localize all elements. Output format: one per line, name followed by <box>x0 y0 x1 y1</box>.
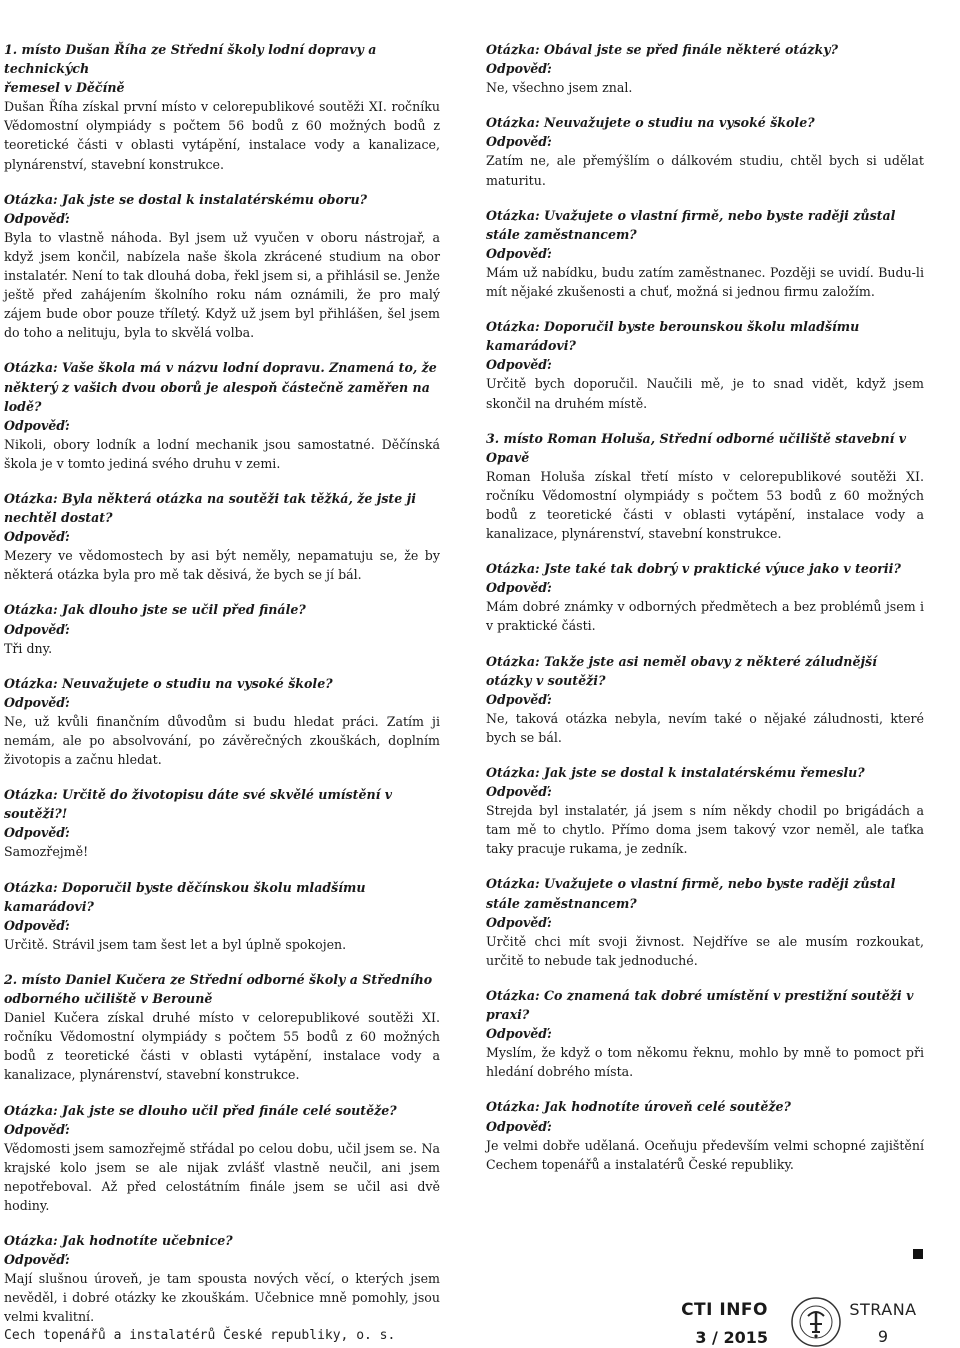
qa-block <box>486 206 924 301</box>
publisher-name: Cech topenářů a instalatérů České republiky, o. s. <box>4 1328 396 1343</box>
answer-label: Odpověď: <box>486 784 552 800</box>
page-number: 9 <box>877 1327 889 1346</box>
answer-text: Ne, všechno jsem znal. <box>486 80 633 96</box>
answer-label: Odpověď: <box>486 914 552 930</box>
question: Otázka: Jste také tak dobrý v praktické výuce jako v teorii? <box>486 561 901 577</box>
answer-label: Odpověď: <box>4 417 70 433</box>
question: Otázka: Byla některá otázka na soutěži tak těžká, že jste ji nechtěl dostat? <box>4 490 416 526</box>
heading-line: řemesel v Děčíně <box>4 80 125 96</box>
answer-text: Byla to vlastně náhoda. Byl jsem už vyučen v oboru nástrojař, a když jsem končil, nabízela naše škola zkrácené studium na obor instalatér. Není to tak dlouhá doba, řekl jsem si, a přihlásil se. Jenže ještě před zahájením školního roku nám oznámili, že pro malý zájem bude obor pouze tříletý. Když už jsem byl přihlášen, šel jsem do toho a nelituju, byla to skvělá volba. <box>4 229 440 341</box>
qa-block <box>4 358 440 473</box>
answer-label: Odpověď: <box>486 691 552 707</box>
heading-line: odborného učiliště v Berouně <box>4 991 213 1007</box>
question: Otázka: Obával jste se před finále některé otázky? <box>486 42 838 57</box>
qa-block <box>486 113 924 189</box>
question: Otázka: Jak hodnotíte učebnice? <box>4 1233 233 1249</box>
section-heading <box>4 40 440 97</box>
answer-text: Mám už nabídku, budu zatím zaměstnanec. Později se uvidí. Budu-li mít nějaké zkušenosti a chuť, možná si jednou firmu založím. <box>486 264 924 300</box>
qa-block <box>4 674 440 769</box>
qa-block <box>486 1097 924 1173</box>
answer-label: Odpověď: <box>4 529 70 545</box>
right-column <box>486 40 924 1190</box>
answer-text: Určitě bych doporučil. Naučili mě, je to snad vidět, když jsem skončil na druhém místě. <box>486 376 924 411</box>
answer-label: Odpověď: <box>486 357 552 373</box>
intro-paragraph <box>4 97 440 173</box>
answer-text: Zatím ne, ale přemýšlím o dálkovém studiu, chtěl bych si udělat maturitu. <box>486 153 924 188</box>
paragraph-text: Roman Holuša získal třetí místo v celorepublikové soutěži XI. ročníku Vědomostní olympiády s počtem 53 bodů z 60 možných bodů z teoretické části v oblasti vytápění, instalace vody a kanalizace, plynárenství, stavební konstrukce. <box>486 468 924 542</box>
question: Otázka: Uvažujete o vlastní firmě, nebo byste raději zůstal stále zaměstnancem? <box>486 876 896 911</box>
question: Otázka: Doporučil byste berounskou školu mladšímu kamarádovi? <box>486 319 860 354</box>
answer-text: Ne, taková otázka nebyla, nevím také o nějaké záludnosti, které bych se bál. <box>486 710 924 745</box>
answer-text: Mezery ve vědomostech by asi být neměly, nepamatuju se, že by některá otázka byla pro mě tak děsivá, že bych se jí bál. <box>4 548 440 583</box>
answer-text: Ne, už kvůli finančním důvodům si budu hledat práci. Zatím ji nemám, ale po absolvování, po závěrečných zkouškách, doplním životopis a začnu hledat. <box>4 713 440 768</box>
qa-block <box>486 559 924 635</box>
intro-paragraph <box>486 467 924 543</box>
answer-text: Samozřejmě! <box>4 844 89 860</box>
answer-label: Odpověď: <box>4 694 70 710</box>
question: Otázka: Co znamená tak dobré umístění v prestižní soutěži v praxi? <box>486 987 914 1023</box>
qa-block <box>4 600 440 657</box>
answer-label: Odpověď: <box>4 210 70 226</box>
heading-line: 2. místo Daniel Kučera ze Střední odborné školy a Středního <box>4 971 433 987</box>
answer-label: Odpověď: <box>486 1026 552 1042</box>
question: Otázka: Jak dlouho jste se učil před finále? <box>4 602 306 618</box>
heading-line: 3. místo Roman Holuša, Střední odborné učiliště stavební v Opavě <box>486 430 907 465</box>
page-indicator <box>848 1300 918 1346</box>
question: Otázka: Určitě do životopisu dáte své skvělé umístění v soutěži?! <box>4 787 393 822</box>
magazine-info <box>676 1300 768 1347</box>
qa-block <box>486 652 924 747</box>
qa-block <box>4 1231 440 1326</box>
answer-label: Odpověď: <box>4 621 70 637</box>
answer-label: Odpověď: <box>4 917 70 933</box>
answer-text: Je velmi dobře udělaná. Oceňuju především velmi schopné zajištění Cechem topenářů a instalatérů České republiky. <box>486 1137 924 1172</box>
issue-number: 3 / 2015 <box>695 1328 768 1347</box>
answer-text: Vědomosti jsem samozřejmě střádal po celou dobu, učil jsem se. Na krajské kolo jsem se ale nijak zvlášť vlastně neučil, ani jsem nepotřeboval. Až před celostátním finále jsem se učil asi dvě hodiny. <box>4 1140 440 1213</box>
heading-line: 1. místo Dušan Říha ze Střední školy lodní dopravy a technických <box>4 42 377 77</box>
question: Otázka: Doporučil byste děčínskou školu mladšímu kamarádovi? <box>4 879 366 914</box>
qa-block <box>4 190 440 343</box>
answer-text: Určitě chci mít svoji živnost. Nejdříve se ale musím rozkoukat, určitě to nebude tak jednoduché. <box>486 933 924 968</box>
answer-label: Odpověď: <box>486 580 552 596</box>
section-heading <box>4 970 440 1008</box>
answer-text: Myslím, že když o tom někomu řeknu, mohlo by mně to pomoct při hledání dobrého místa. <box>486 1045 924 1080</box>
answer-text: Nikoli, obory lodník a lodní mechanik jsou samostatné. Děčínská škola je v tomto jediná svého druhu v zemi. <box>4 436 440 471</box>
question: Otázka: Takže jste asi neměl obavy z některé záludnější otázky v soutěži? <box>486 653 877 688</box>
question: Otázka: Jak jste se dostal k instalatérskému řemeslu? <box>486 765 865 780</box>
answer-label: Odpověď: <box>4 1121 70 1137</box>
answer-text: Mám dobré známky v odborných předmětech a bez problémů jsem i v praktické části. <box>486 599 924 634</box>
paragraph-text: Dušan Říha získal první místo v celorepublikové soutěži XI. ročníku Vědomostní olympiády s počtem 56 bodů z 60 možných bodů z teoretické části v oblasti vytápění, instalace vody a kanalizace, plynárenství, stavební konstrukce. <box>4 99 440 172</box>
qa-block <box>486 763 924 858</box>
answer-text: Určitě. Strávil jsem tam šest let a byl úplně spokojen. <box>4 936 347 952</box>
answer-label: Odpověď: <box>486 1118 552 1134</box>
question: Otázka: Uvažujete o vlastní firmě, nebo byste raději zůstal stále zaměstnancem? <box>486 207 896 242</box>
answer-text: Strejda byl instalatér, já jsem s ním někdy chodil po brigádách a tam mě to chytlo. Přímo doma jsem takový vzor neměl, ale taťka taky pracuje rukama, je zedník. <box>486 803 924 857</box>
cech-logo-icon <box>790 1296 842 1348</box>
answer-text: Tři dny. <box>4 640 53 656</box>
question: Otázka: Neuvažujete o studiu na vysoké škole? <box>4 675 333 691</box>
question: Otázka: Neuvažujete o studiu na vysoké škole? <box>486 115 815 131</box>
qa-block <box>486 986 924 1081</box>
intro-paragraph <box>4 1008 440 1084</box>
answer-label: Odpověď: <box>4 1252 70 1268</box>
answer-label: Odpověď: <box>486 134 552 150</box>
question: Otázka: Jak jste se dlouho učil před finále celé soutěže? <box>4 1102 397 1118</box>
article-end-mark <box>913 1249 923 1259</box>
answer-label: Odpověď: <box>4 825 70 841</box>
qa-block <box>4 1101 440 1216</box>
qa-block <box>4 489 440 584</box>
qa-block <box>486 874 924 969</box>
qa-block <box>486 40 924 97</box>
answer-text: Mají slušnou úroveň, je tam spousta nových věcí, o kterých jsem nevěděl, i dobré otázky ke zkouškám. Učebnice mně pomohly, jsou velmi kvalitní. <box>4 1271 440 1325</box>
section-heading <box>486 429 924 467</box>
qa-block <box>486 317 924 412</box>
answer-label: Odpověď: <box>486 245 552 261</box>
paragraph-text: Daniel Kučera získal druhé místo v celorepublikové soutěži XI. ročníku Vědomostní olympiády s počtem 55 bodů z 60 možných bodů z teoretické části v oblasti vytápění, instalace vody a kanalizace, plynárenství, stavební konstrukce. <box>4 1010 440 1083</box>
page-label: STRANA <box>849 1300 917 1319</box>
question: Otázka: Jak jste se dostal k instalatérskému oboru? <box>4 191 368 207</box>
question: Otázka: Vaše škola má v názvu lodní dopravu. Znamená to, že některý z vašich dvou oborů je alespoň částečně zaměřen na lodě? <box>4 360 437 414</box>
magazine-title: CTI INFO <box>681 1300 768 1320</box>
qa-block <box>4 785 440 861</box>
qa-block <box>4 878 440 954</box>
question: Otázka: Jak hodnotíte úroveň celé soutěže? <box>486 1099 791 1115</box>
left-column <box>4 40 440 1343</box>
answer-label: Odpověď: <box>486 61 552 77</box>
